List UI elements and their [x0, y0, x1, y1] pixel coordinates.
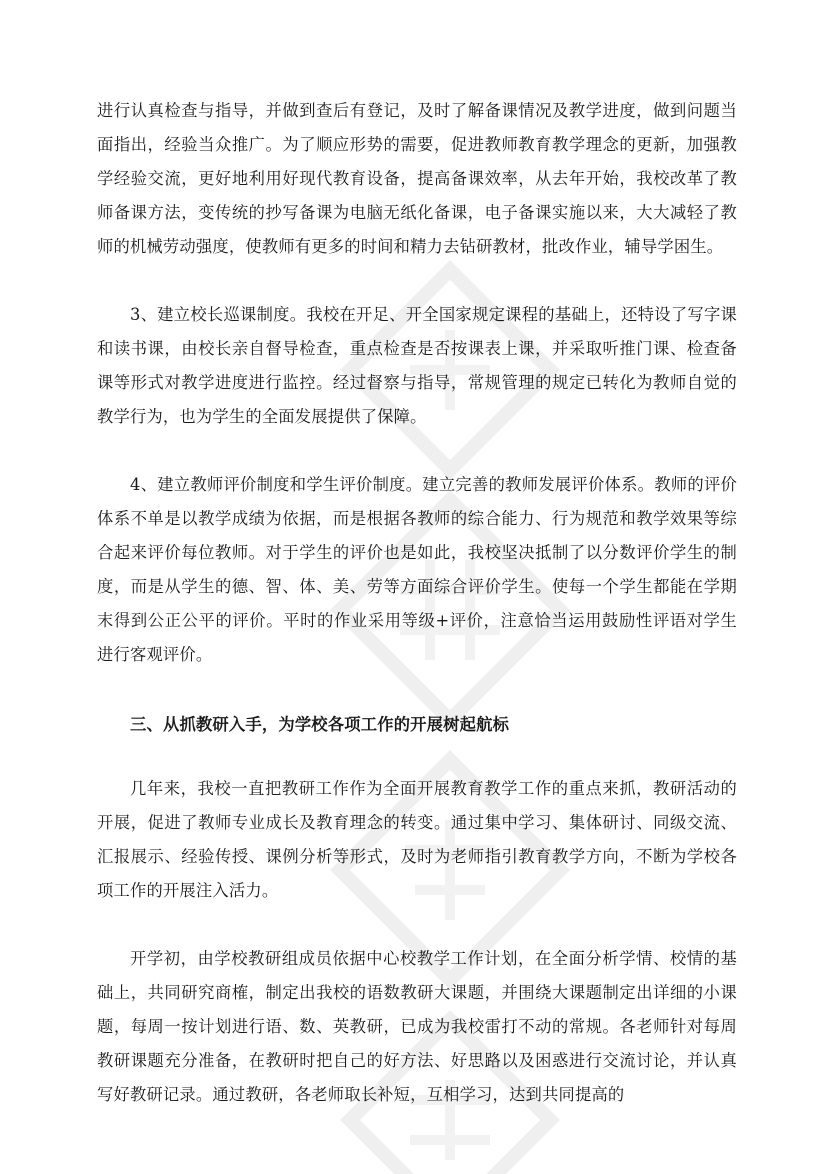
paragraph-semester-start: 开学初，由学校教研组成员依据中心校教学工作计划，在全面分析学情、校情的基础上，共同研究商榷，制定出我校的语数教研大课题，并围绕大课题制定出详细的小课题，每周一按计划进行语、数、英教研，已成为我校雷打不动的常规。各老师针对每周教研课题充分准备，在教研时把自己的好方法、好思路以及困惑进行交流讨论，并认真写好教研记录。通过教研，各老师取长补短，互相学习，达到共同提高的 — [97, 949, 737, 1104]
paragraph-lesson-preparation: 进行认真检查与指导，并做到查后有登记，及时了解备课情况及教学进度，做到问题当面指出，经验当众推广。为了顺应形势的需要，促进教师教育教学理念的更新，加强教学经验交流，更好地利用好现代教育设备，提高备课效率，从去年开始，我校改革了教师备课方法，变传统的抄写备课为电脑无纸化备课，电子备课实施以来，大大减轻了教师的机械劳动强度，使教师有更多的时间和精力去钻研教材，批改作业，辅导学困生。 — [97, 101, 737, 256]
paragraph-principal-inspection: 3、建立校长巡课制度。我校在开足、开全国家规定课程的基础上，还特设了写字课和读书课，由校长亲自督导检查，重点检查是否按课表上课，并采取听推门课、检查备课等形式对教学进度进行监控。经过督察与指导，常规管理的规定已转化为教师自觉的教学行为，也为学生的全面发展提供了保障。 — [97, 305, 737, 426]
paragraph-teaching-research: 几年来，我校一直把教研工作作为全面开展教育教学工作的重点来抓，教研活动的开展，促进了教师专业成长及教育理念的转变。通过集中学习、集体研讨、同级交流、汇报展示、经验传授、课例分析等形式，及时为老师指引教育教学方向，不断为学校各项工作的开展注入活力。 — [97, 779, 737, 900]
document-body — [97, 94, 737, 1112]
paragraph-evaluation-system: 4、建立教师评价制度和学生评价制度。建立完善的教师发展评价体系。教师的评价体系不单是以教学成绩为依据，而是根据各教师的综合能力、行为规范和教学效果等综合起来评价每位教师。对于学生的评价也是如此，我校坚决抵制了以分数评价学生的制度，而是从学生的德、智、体、美、劳等方面综合评价学生。使每一个学生都能在学期末得到公正公平的评价。平时的作业采用等级+评价，注意恰当运用鼓励性评语对学生进行客观评价。 — [97, 475, 737, 664]
section-heading: 三、从抓教研入手，为学校各项工作的开展树起航标 — [130, 715, 510, 734]
